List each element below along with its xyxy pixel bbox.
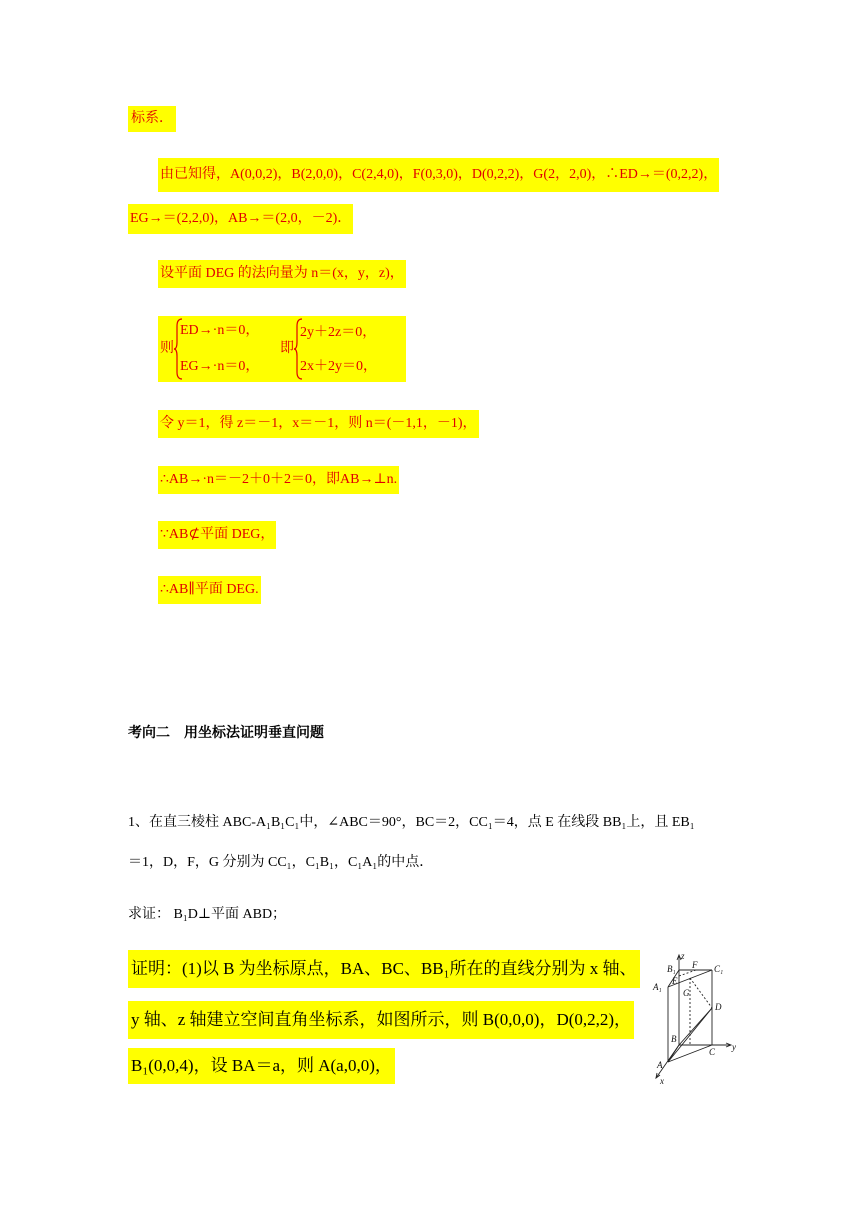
fig-label-x: x (660, 1076, 664, 1086)
proof-line-5: 令 y＝1，得 z＝－1，x＝－1，则 n＝(－1,1，－1)， (158, 410, 479, 438)
system-mid: 即 (280, 341, 294, 356)
problem-line-2: ＝1，D，F，G 分别为 CC₁，C₁B₁，C₁A₁的中点． (128, 855, 434, 870)
prism-figure (648, 950, 744, 1086)
fig-label-D: D (715, 1002, 722, 1012)
proof2-line-2: y 轴、z 轴建立空间直角坐标系，如图所示，则 B(0,0,0)，D(0,2,2)， (128, 1001, 634, 1039)
proof2-line-3: B₁(0,0,4)，设 BA＝a，则 A(a,0,0)， (128, 1048, 395, 1084)
proof-line-8: ∴AB∥平面 DEG. (158, 576, 261, 604)
fig-label-z: z (681, 951, 685, 961)
proof-line-0: 标系． (128, 106, 176, 132)
system1-eq1: ED→·n＝0， (180, 323, 260, 338)
proof2-line-1: 证明：(1)以 B 为坐标原点，BA、BC、BB₁所在的直线分别为 x 轴、 (128, 950, 640, 988)
system2-eq1: 2y＋2z＝0， (300, 325, 377, 340)
proof-line-2: EG→＝(2,2,0)，AB→＝(2,0，－2)． (128, 204, 353, 234)
fig-label-A1: A₁ (653, 982, 662, 992)
problem-line-1: 1、在直三棱柱 ABC-A₁B₁C₁中，∠ABC＝90°，BC＝2，CC₁＝4，点 E 在线段 BB₁上，且 EB₁ (128, 815, 695, 830)
section-title: 考向二 用坐标法证明垂直问题 (128, 725, 324, 741)
fig-label-C1: C₁ (714, 964, 724, 974)
equation-system (158, 316, 406, 382)
fig-label-A: A (657, 1060, 663, 1070)
problem-prove: 求证： B₁D⊥平面 ABD； (128, 907, 287, 922)
proof-line-1: 由已知得，A(0,0,2)，B(2,0,0)，C(2,4,0)，F(0,3,0)，D(0,2,2)，G(2，2,0)，∴ED→＝(0,2,2)， (158, 158, 719, 192)
fig-label-y: y (732, 1042, 736, 1052)
fig-label-C: C (709, 1047, 716, 1057)
fig-label-G: G (683, 988, 690, 998)
system1-eq2: EG→·n＝0， (180, 359, 260, 374)
fig-label-E: E (672, 976, 678, 986)
fig-label-B1: B₁ (667, 964, 676, 974)
proof-line-3: 设平面 DEG 的法向量为 n＝(x，y，z)， (158, 260, 406, 288)
proof-line-7: ∵AB⊄平面 DEG， (158, 521, 276, 549)
system2-eq2: 2x＋2y＝0， (300, 359, 377, 374)
fig-label-F: F (692, 960, 698, 970)
fig-label-B: B (671, 1034, 677, 1044)
proof-line-6: ∴AB→·n＝－2＋0＋2＝0，即AB→⊥n. (158, 466, 399, 494)
system-prefix: 则 (160, 341, 174, 356)
